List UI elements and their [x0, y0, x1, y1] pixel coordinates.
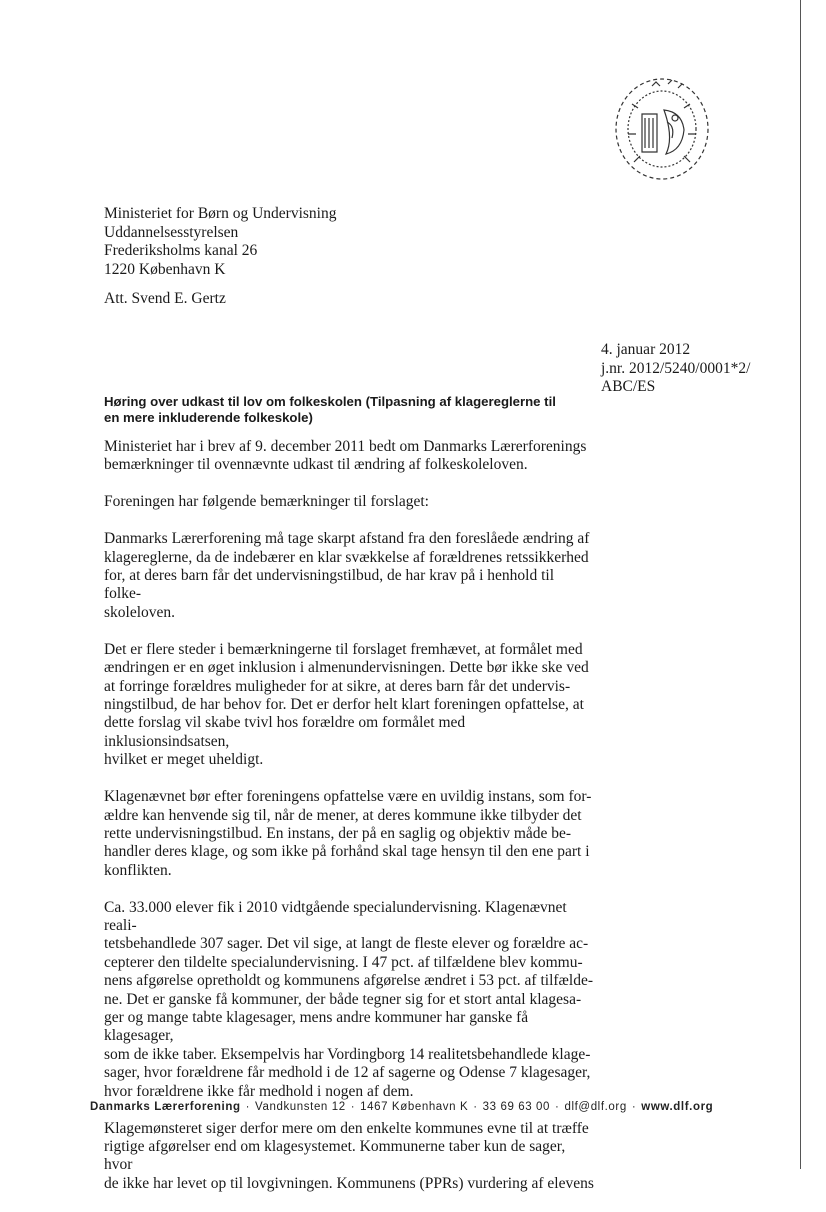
address-line: Frederiksholms kanal 26 — [104, 242, 258, 259]
address-line: Uddannelsesstyrelsen — [104, 223, 239, 241]
body-paragraph — [104, 899, 594, 1101]
body-line: klagereglerne, da de indebærer en klar svækkelse af forældrenes retssikkerhed — [104, 548, 589, 566]
body-line: for, at deres barn får det undervisningstilbud, de har krav på i henhold til folke- — [104, 567, 555, 603]
letter-date: 4. januar 2012 — [601, 341, 691, 358]
body-line: Foreningen har følgende bemærkninger til forslaget: — [104, 493, 429, 511]
body-line: bemærkninger til ovennævnte udkast til ændring af folkeskoleloven. — [104, 456, 528, 474]
body-paragraph — [104, 438, 594, 475]
seal-stamp-icon — [612, 74, 712, 184]
body-line: ændringen er en øget inklusion i almenundervisningen. Dette bør ikke ske ved — [104, 659, 589, 677]
footer-email[interactable]: dlf@dlf.org — [564, 1101, 627, 1113]
body-line: rette undervisningstilbud. En instans, der på en saglig og objektiv måde be- — [104, 824, 572, 842]
footer-separator: · — [245, 1101, 251, 1113]
letter-body — [104, 438, 594, 1212]
subject-line: en mere inkluderende folkeskole) — [104, 410, 313, 425]
body-line: hvilket er meget uheldigt. — [104, 751, 264, 769]
recipient-address — [104, 205, 336, 279]
body-line: cepterer den tildelte specialundervisning. I 47 pct. af tilfældene blev kommu- — [104, 953, 583, 971]
body-line: skoleloven. — [104, 603, 176, 621]
letter-subject — [104, 394, 574, 426]
footer-website[interactable]: www.dlf.org — [641, 1101, 714, 1113]
footer-separator: · — [555, 1101, 560, 1113]
page-edge-line — [800, 0, 801, 1169]
body-line: ningstilbud, de har behov for. Det er derfor helt klart foreningen opfattelse, at — [104, 695, 584, 713]
address-line: Ministeriet for Børn og Undervisning — [104, 205, 337, 222]
body-line: konflikten. — [104, 861, 172, 879]
body-line: hvor forældrene ikke får medhold i nogen af dem. — [104, 1082, 414, 1100]
body-line: tetsbehandlede 307 sager. Det vil sige, at langt de fleste elever og forældre ac- — [104, 935, 589, 953]
letter-footer — [90, 1101, 713, 1113]
body-line: sager, hvor forældrene får medhold i de 12 af sagerne og Odense 7 klagesager, — [104, 1064, 591, 1082]
body-paragraph — [104, 788, 594, 880]
letter-meta — [601, 341, 750, 397]
footer-phone: 33 69 63 00 — [482, 1101, 551, 1113]
footer-street: Vandkunsten 12 — [255, 1101, 346, 1113]
body-line: at forringe forældres muligheder for at sikre, at deres barn får det undervis- — [104, 677, 571, 695]
attention-line: Att. Svend E. Gertz — [104, 290, 226, 307]
journal-number: j.nr. 2012/5240/0001*2/ — [601, 359, 751, 377]
body-line: ældre kan henvende sig til, når de mener, at deres kommune ikke tilbyder det — [104, 806, 582, 824]
footer-separator: · — [631, 1101, 637, 1113]
body-paragraph — [104, 1120, 594, 1194]
author-initials: ABC/ES — [601, 378, 656, 395]
body-line: Det er flere steder i bemærkningerne til forslaget fremhævet, at formålet med — [104, 640, 583, 658]
footer-city: 1467 København K — [360, 1101, 469, 1113]
body-line: som de ikke taber. Eksempelvis har Vordingborg 14 realitetsbehandlede klage- — [104, 1045, 591, 1063]
body-line: ne. Det er ganske få kommuner, der både tegner sig for et stort antal klagesa- — [104, 990, 582, 1008]
footer-separator: · — [473, 1101, 478, 1113]
body-paragraph — [104, 641, 594, 770]
body-line: Klagemønsteret siger derfor mere om den enkelte kommunes evne til at træffe — [104, 1119, 589, 1137]
body-paragraph — [104, 530, 594, 622]
footer-separator: · — [350, 1101, 356, 1113]
body-line: rigtige afgørelser end om klagesystemet. Kommunerne taber kun de sager, hvor — [104, 1138, 566, 1174]
body-line: handler deres klage, og som ikke på forhånd skal tage hensyn til den ene part i — [104, 843, 590, 861]
body-line: Klagenævnet bør efter foreningens opfattelse være en uvildig instans, som for- — [104, 788, 592, 806]
body-line: Ministeriet har i brev af 9. december 2011 bedt om Danmarks Lærerforenings — [104, 438, 587, 455]
body-line: dette forslag vil skabe tvivl hos forældre om formålet med inklusionsindsatsen, — [104, 714, 466, 750]
body-line: ger og mange tabte klagesager, mens andre kommuner har ganske få klagesager, — [104, 1009, 529, 1045]
address-line: 1220 København K — [104, 260, 226, 278]
subject-line: Høring over udkast til lov om folkeskolen (Tilpasning af klagereglerne til — [104, 394, 556, 409]
body-line: de ikke har levet op til lovgivningen. Kommunens (PPRs) vurdering af elevens — [104, 1174, 594, 1192]
footer-org: Danmarks Lærerforening — [90, 1101, 241, 1113]
body-paragraph — [104, 493, 594, 511]
body-line: Ca. 33.000 elever fik i 2010 vidtgående specialundervisning. Klagenævnet reali- — [104, 898, 567, 935]
body-line: Danmarks Lærerforening må tage skarpt afstand fra den foreslåede ændring af — [104, 530, 590, 548]
body-line: nens afgørelse opretholdt og kommunens afgørelse ændret i 53 pct. af tilfælde- — [104, 972, 593, 990]
